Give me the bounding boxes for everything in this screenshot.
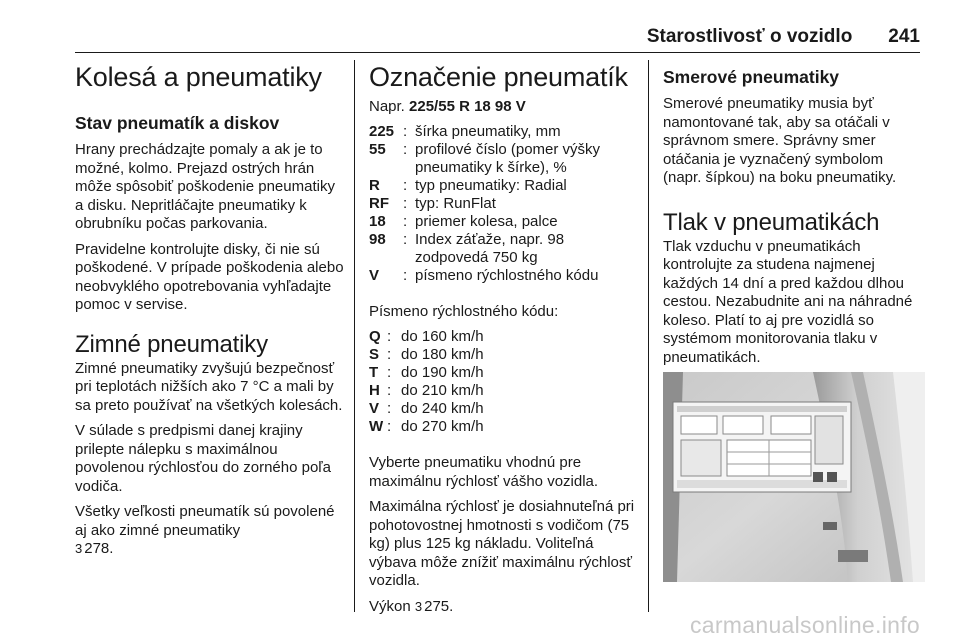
section-title-wheels-tyres: Kolesá a pneumatiky bbox=[75, 62, 322, 92]
column-divider bbox=[648, 60, 649, 612]
term-separator: : bbox=[403, 122, 408, 140]
paragraph-text: Všetky veľkosti pneumatík sú povolené aj ako zimné pneumatiky bbox=[75, 503, 335, 539]
term-description: typ pneumatiky: Radial bbox=[415, 176, 567, 194]
term-code: Q bbox=[369, 328, 381, 345]
paragraph: Pravidelne kontrolujte disky, či nie sú poškodené. V prípade poškodenia alebo neobvyklého opotrebovania vyhľadajte pomoc v servise. bbox=[75, 240, 344, 313]
heading-tyre-condition: Stav pneumatík a diskov bbox=[75, 113, 280, 133]
watermark: carmanualsonline.info bbox=[689, 612, 920, 638]
paragraph bbox=[369, 598, 639, 617]
speed-code-intro: Písmeno rýchlostného kódu: bbox=[369, 302, 559, 320]
term-description: Index záťaže, napr. 98 zodpovedá 750 kg bbox=[415, 230, 565, 266]
term-description: do 180 km/h bbox=[401, 346, 484, 363]
term-description: do 210 km/h bbox=[401, 382, 484, 399]
term-code: 98 bbox=[369, 230, 386, 248]
list-item bbox=[369, 328, 639, 346]
term-separator: : bbox=[403, 194, 408, 212]
term-separator: : bbox=[403, 212, 408, 230]
list-item bbox=[369, 231, 639, 267]
heading-tyre-pressure: Tlak v pneumatikách bbox=[663, 208, 880, 236]
term-code: 55 bbox=[369, 140, 386, 158]
page-number: 241 bbox=[888, 26, 920, 47]
term-code: S bbox=[369, 346, 380, 363]
term-separator: : bbox=[403, 266, 408, 284]
cross-reference-arrow-icon: 3 bbox=[75, 541, 83, 556]
term-description: písmeno rýchlostného kódu bbox=[415, 266, 599, 284]
list-item bbox=[369, 364, 639, 382]
page-reference-link[interactable]: 278. bbox=[84, 540, 114, 557]
example-prefix: Napr. bbox=[369, 98, 405, 115]
column-middle bbox=[369, 58, 639, 616]
term-description: priemer kolesa, palce bbox=[415, 212, 558, 230]
term-separator: : bbox=[387, 364, 392, 381]
paragraph: Hrany prechádzajte pomaly a ak je to možné, kolmo. Prejazd ostrých hrán môže spôsobiť poškodenie pneumatiky a disku. Nepritláčajte pneumatiky k obrubníku počas parkovania. bbox=[75, 141, 335, 232]
term-description: do 270 km/h bbox=[401, 418, 484, 435]
term-description: do 240 km/h bbox=[401, 400, 484, 417]
heading-directional-tyres: Smerové pneumatiky bbox=[663, 67, 840, 87]
list-item bbox=[369, 213, 639, 231]
term-code: W bbox=[369, 418, 384, 435]
list-item bbox=[369, 267, 639, 285]
term-code: R bbox=[369, 176, 380, 194]
term-separator: : bbox=[403, 230, 408, 248]
tyre-pressure-label-photo bbox=[663, 372, 925, 582]
term-separator: : bbox=[387, 328, 392, 345]
term-description: do 160 km/h bbox=[401, 328, 484, 345]
paragraph bbox=[75, 503, 345, 559]
section-title-tyre-designation: Označenie pneumatík bbox=[369, 62, 628, 92]
term-code: H bbox=[369, 382, 380, 399]
term-separator: : bbox=[387, 382, 392, 399]
list-item bbox=[369, 418, 639, 436]
paragraph: Smerové pneumatiky musia byť namontované tak, aby sa otáčali v správnom smere. Správny smer otáčania je vyznačený symbolom (napr. šípkou) na boku pneumatiky. bbox=[663, 95, 897, 186]
column-divider bbox=[354, 60, 355, 612]
header-rule bbox=[75, 52, 920, 53]
designation-list bbox=[369, 123, 639, 285]
term-description: šírka pneumatiky, mm bbox=[415, 122, 561, 140]
term-separator: : bbox=[403, 176, 408, 194]
photo-illustration bbox=[663, 372, 925, 582]
list-item bbox=[369, 400, 639, 418]
paragraph: V súlade s predpismi danej krajiny prilepte nálepku s maximálnou povolenou rýchlosťou do zorného poľa vodiča. bbox=[75, 422, 332, 495]
list-item bbox=[369, 346, 639, 364]
example-line bbox=[369, 98, 639, 117]
term-separator: : bbox=[387, 400, 392, 417]
paragraph: Zimné pneumatiky zvyšujú bezpečnosť pri teplotách nižších ako 7 °C a mali by sa preto používať na všetkých kolesách. bbox=[75, 359, 343, 414]
heading-winter-tyres: Zimné pneumatiky bbox=[75, 330, 268, 358]
term-code: RF bbox=[369, 194, 389, 212]
running-header bbox=[647, 26, 920, 48]
term-separator: : bbox=[387, 418, 392, 435]
term-code: 18 bbox=[369, 212, 386, 230]
term-code: T bbox=[369, 364, 379, 381]
term-code: V bbox=[369, 400, 380, 417]
cross-reference-arrow-icon: 3 bbox=[414, 598, 423, 614]
term-code: V bbox=[369, 266, 380, 284]
term-description: profilové číslo (pomer výšky pneumatiky k šírke), % bbox=[415, 140, 601, 176]
paragraph: Maximálna rýchlosť je dosiahnuteľná pri pohotovostnej hmotnosti s vodičom (75 kg) plus 125 kg nákladu. Voliteľná výbava môže znížiť maximálnu rýchlosť vozidla. bbox=[369, 498, 635, 589]
column-left bbox=[75, 58, 345, 559]
column-right bbox=[663, 58, 925, 367]
list-item bbox=[369, 195, 639, 213]
list-item bbox=[369, 382, 639, 400]
list-item bbox=[369, 177, 639, 195]
example-code: 225/55 R 18 98 V bbox=[409, 98, 526, 115]
header-title: Starostlivosť o vozidlo bbox=[646, 26, 853, 47]
term-code: 225 bbox=[369, 122, 395, 140]
term-description: do 190 km/h bbox=[401, 364, 484, 381]
list-item bbox=[369, 141, 639, 177]
paragraph: Vyberte pneumatiku vhodnú pre maximálnu rýchlosť vášho vozidla. bbox=[369, 454, 599, 490]
paragraph-text: Výkon bbox=[369, 597, 411, 615]
term-description: typ: RunFlat bbox=[415, 194, 496, 212]
page-reference-link[interactable]: 275. bbox=[424, 597, 454, 615]
term-separator: : bbox=[403, 140, 408, 158]
term-separator: : bbox=[387, 346, 392, 363]
list-item bbox=[369, 123, 639, 141]
speed-code-list bbox=[369, 328, 639, 436]
paragraph: Tlak vzduchu v pneumatikách kontrolujte za studena najmenej každých 14 dní a pred každou dlhou cestou. Nezabudnite ani na náhradné koleso. Platí to aj pre vozidlá so systémom monitorovania tlaku v pneumatikách. bbox=[663, 237, 913, 366]
